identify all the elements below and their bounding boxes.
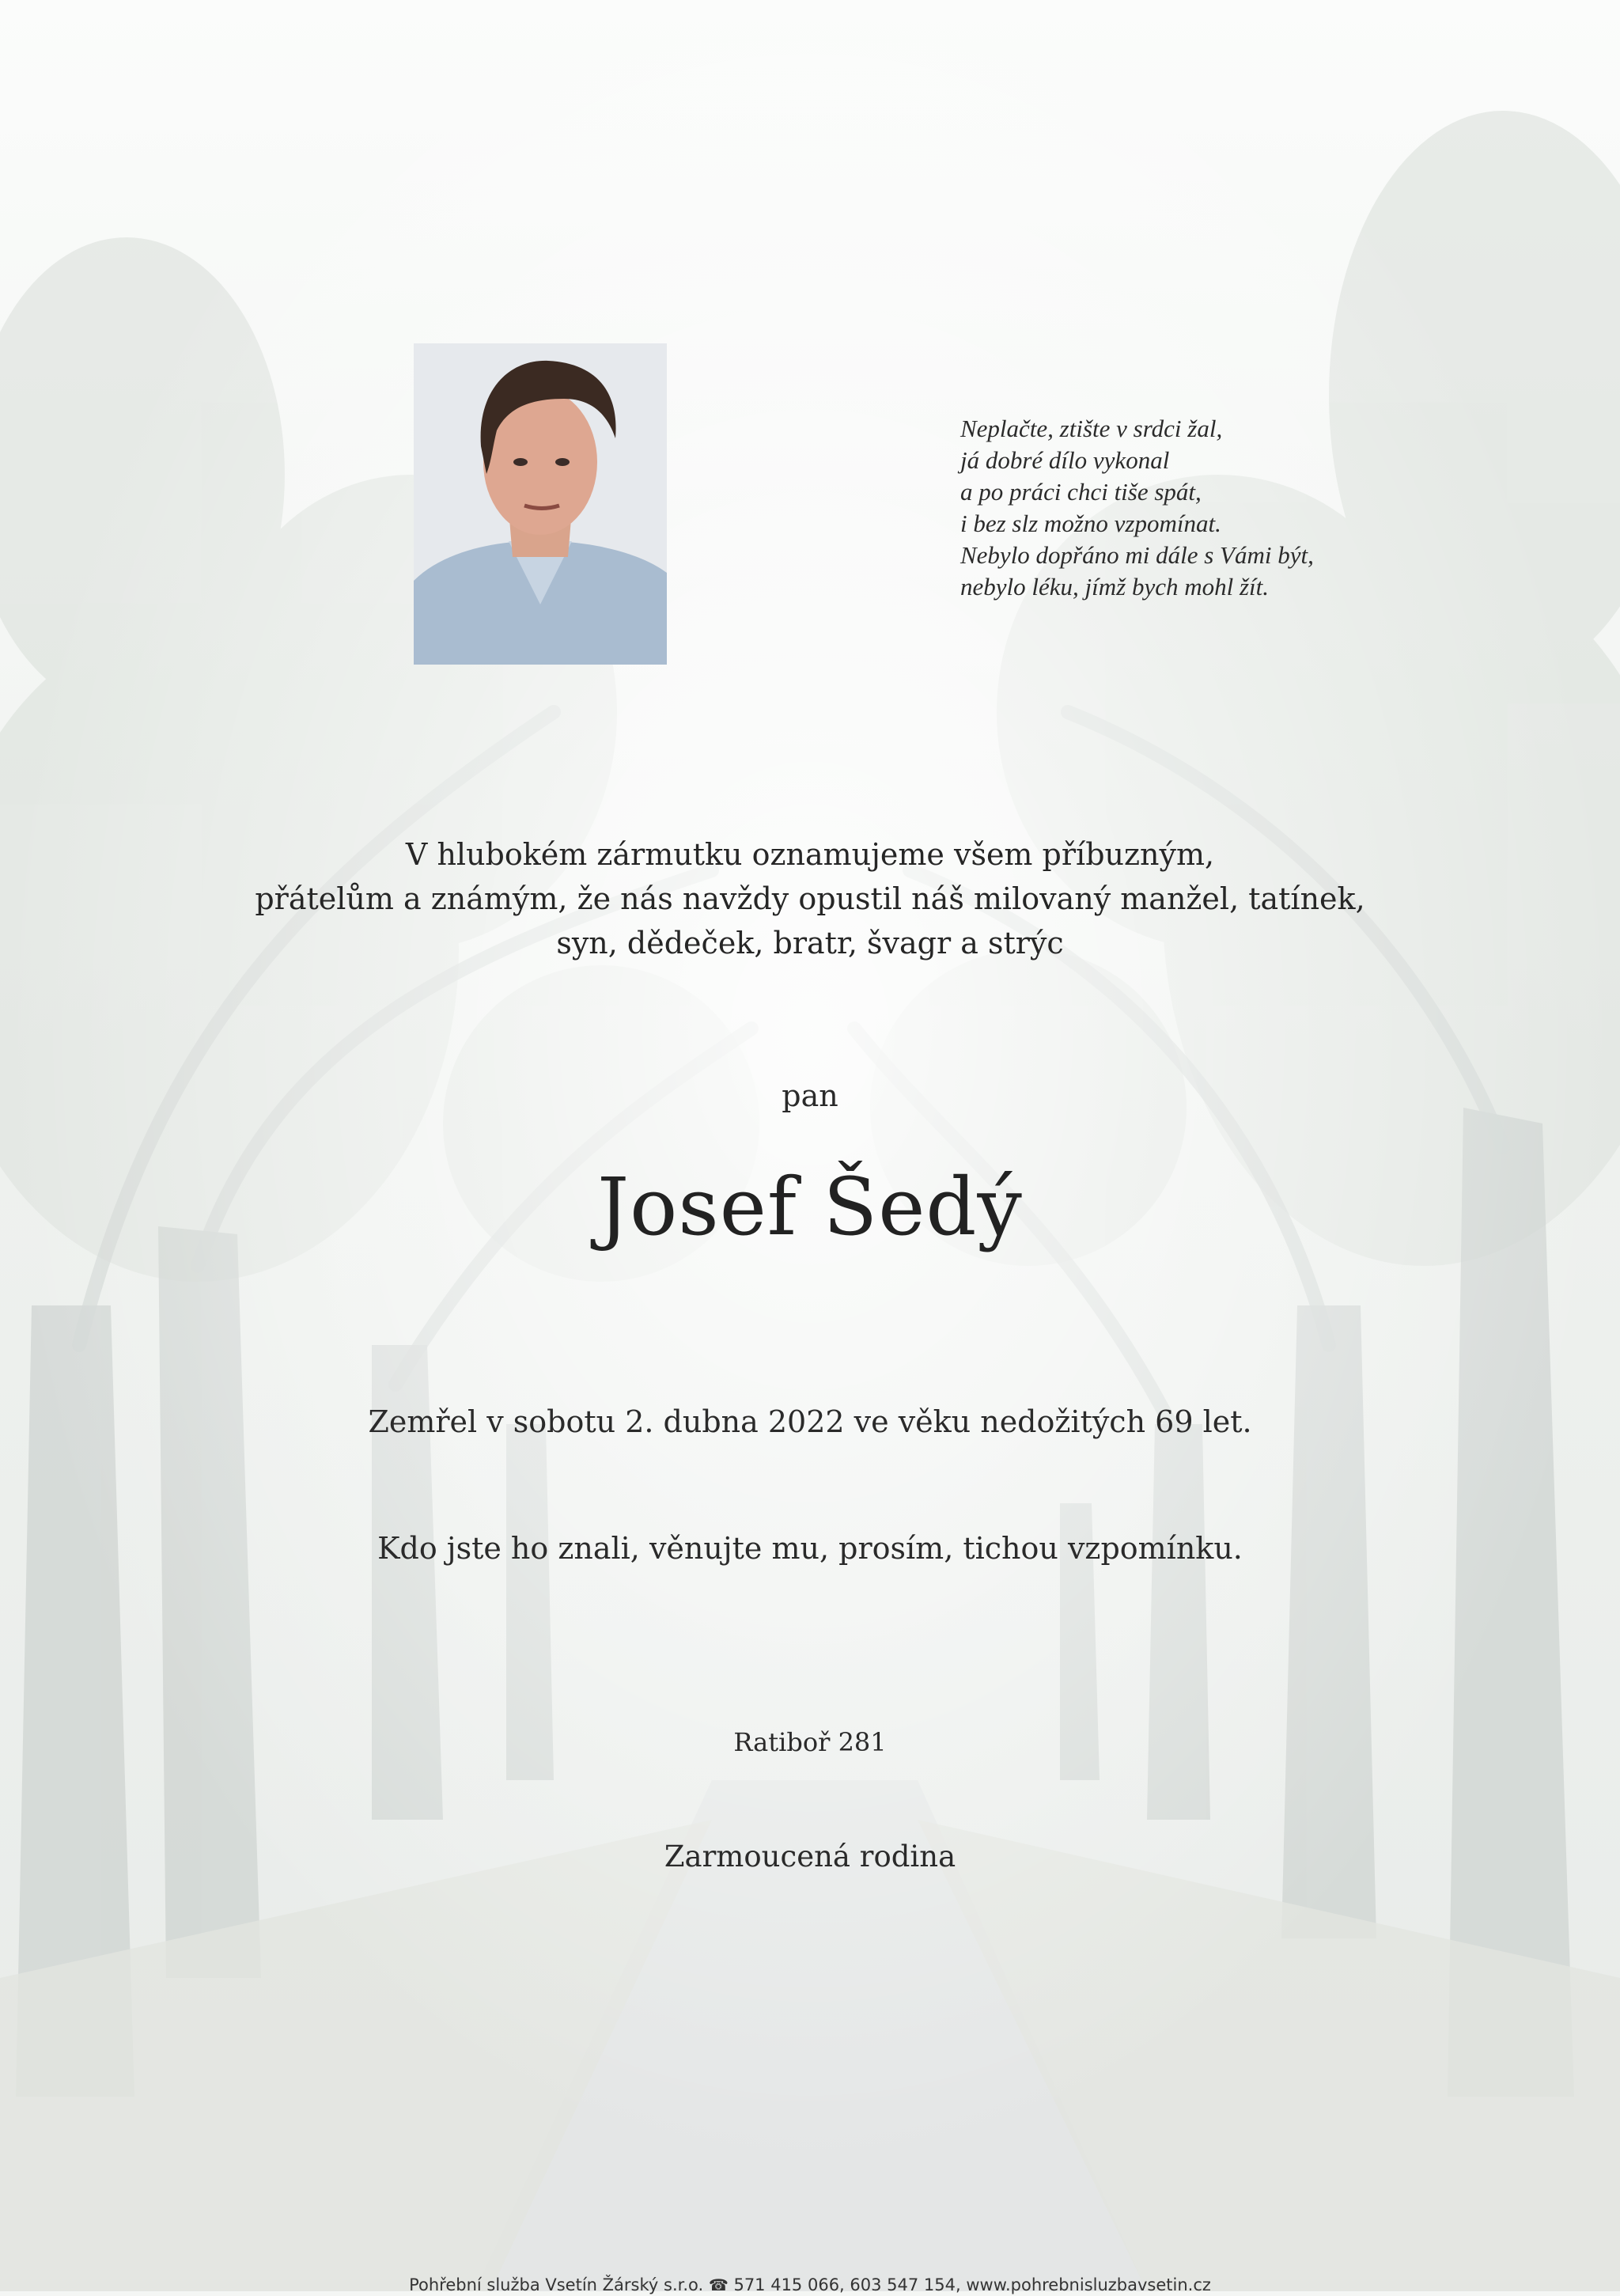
- deceased-name: Josef Šedý: [597, 1161, 1023, 1253]
- poem-line: já dobré dílo vykonal: [960, 446, 1170, 474]
- death-notice: Zemřel v sobotu 2. dubna 2022 ve věku nedožitých 69 let.: [368, 1404, 1252, 1439]
- portrait-photo: [414, 343, 667, 665]
- salutation: pan: [782, 1078, 838, 1113]
- footer-company: Pohřební služba Vsetín Žárský s.r.o.: [409, 2275, 704, 2294]
- footer: [0, 2274, 1620, 2296]
- announcement-line: V hlubokém zármutku oznamujeme všem příbuzným,: [405, 837, 1215, 872]
- poem-line: Nebylo dopřáno mi dále s Vámi být,: [960, 541, 1314, 569]
- announcement: [0, 832, 1620, 965]
- poem-line: a po práci chci tiše spát,: [960, 478, 1202, 506]
- announcement-line: přátelům a známým, že nás navždy opustil náš milovaný manžel, tatínek,: [255, 881, 1365, 916]
- announcement-line: syn, dědeček, bratr, švagr a strýc: [556, 926, 1064, 960]
- footer-website: www.pohrebnisluzbavsetin.cz: [966, 2275, 1211, 2294]
- footer-phones: 571 415 066, 603 547 154,: [733, 2275, 961, 2294]
- signature: Zarmoucená rodina: [664, 1839, 956, 1874]
- address: Ratiboř 281: [733, 1727, 887, 1757]
- poem-line: nebylo léku, jímž bych mohl žít.: [960, 573, 1269, 601]
- poem: [960, 413, 1451, 603]
- poem-line: i bez slz možno vzpomínat.: [960, 510, 1221, 537]
- remembrance-text: Kdo jste ho znali, věnujte mu, prosím, tichou vzpomínku.: [377, 1531, 1243, 1566]
- phone-icon: ☎: [708, 2275, 729, 2294]
- poem-line: Neplačte, ztište v srdci žal,: [960, 415, 1223, 442]
